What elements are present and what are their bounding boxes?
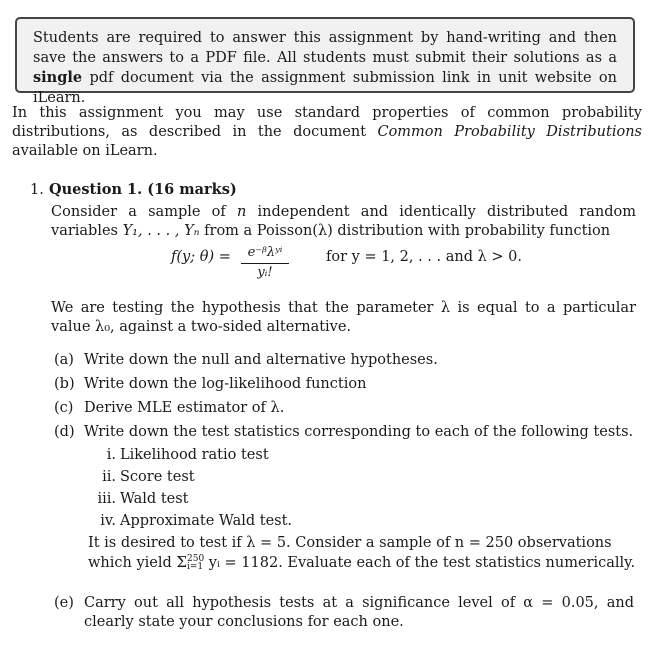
- subpart-label: ii.: [102, 469, 116, 485]
- question-intro-c: from a Poisson(λ) distribution with probability function: [199, 223, 611, 239]
- intro-text: In this assignment you may use standard properties of common probability distributions, as described in the document: [12, 105, 642, 140]
- fraction-numerator: e⁻ᵝλʸⁱ: [241, 245, 289, 264]
- hypothesis-paragraph: We are testing the hypothesis that the parameter λ is equal to a particular value λ₀, against a two-sided alternative.: [51, 300, 636, 335]
- summation-lower: i=1: [187, 562, 204, 572]
- intro-text-end: available on iLearn.: [12, 143, 158, 159]
- subpart-label: i.: [106, 447, 116, 463]
- question-intro: [51, 203, 636, 241]
- subpart-text: Wald test: [120, 491, 189, 507]
- fraction-denominator: yᵢ!: [257, 265, 273, 280]
- note-text-a: It is desired to test if λ = 5. Consider a sample of n = 250 observations which yield: [88, 535, 612, 571]
- submission-notice: [15, 17, 635, 106]
- question-intro-a: Consider a sample of: [51, 204, 237, 220]
- intro-doc-title: Common Probability Distributions: [377, 124, 642, 140]
- part-label: (e): [54, 595, 74, 611]
- note-text-b: yᵢ = 1182. Evaluate each of the test statistics numerically.: [204, 555, 636, 571]
- summation-limits: [187, 555, 204, 571]
- part-label: (a): [54, 352, 74, 368]
- part-text: Carry out all hypothesis tests at a significance level of α = 0.05, and clearly state your conclusions for each one.: [84, 595, 634, 630]
- part-d: [54, 420, 636, 444]
- question-title: Question 1. (16 marks): [49, 181, 237, 198]
- notice-text-end: pdf document via the assignment submission link in unit website on iLearn.: [33, 70, 617, 106]
- subpart-i: [91, 444, 636, 466]
- part-text: Derive MLE estimator of λ.: [84, 400, 285, 416]
- part-a: [54, 348, 636, 372]
- part-d-subparts: [91, 444, 636, 532]
- part-text: Write down the null and alternative hypotheses.: [84, 352, 438, 368]
- question-number: 1.: [30, 182, 44, 198]
- notice-text: Students are required to answer this assignment by hand-writing and then save the answers to a PDF file. All students must submit their solutions as a: [33, 30, 617, 66]
- question-intro-b: independent and identically distributed random variables: [51, 204, 636, 239]
- question-parts: [51, 348, 636, 632]
- part-c: [54, 396, 636, 420]
- part-text: Write down the test statistics corresponding to each of the following tests.: [84, 424, 634, 440]
- subpart-text: Score test: [120, 469, 195, 485]
- equation-fraction: [241, 245, 289, 282]
- equation-lhs: f(y; θ) =: [171, 249, 231, 265]
- summation-symbol: Σ: [176, 553, 188, 571]
- numeric-evaluation-note: [88, 534, 636, 573]
- part-label: (d): [54, 424, 75, 440]
- intro-paragraph: [12, 104, 642, 161]
- subpart-text: Approximate Wald test.: [120, 513, 293, 529]
- question-heading: [30, 180, 640, 200]
- subpart-text: Likelihood ratio test: [120, 447, 269, 463]
- probability-function: [51, 243, 636, 293]
- part-label: (c): [54, 400, 74, 416]
- part-b: [54, 372, 636, 396]
- question-1: [30, 180, 640, 632]
- subpart-iv: [91, 510, 636, 532]
- subpart-iii: [91, 488, 636, 510]
- sample-vars: Y₁, . . . , Yₙ: [122, 223, 200, 239]
- subpart-label: iv.: [100, 513, 116, 529]
- subpart-label: iii.: [97, 491, 116, 507]
- part-e: [54, 594, 636, 632]
- subpart-ii: [91, 466, 636, 488]
- notice-bold-single: single: [33, 69, 83, 86]
- summation-upper: 250: [187, 554, 205, 564]
- part-text: Write down the log-likelihood function: [84, 376, 367, 392]
- part-label: (b): [54, 376, 75, 392]
- equation-condition: for y = 1, 2, . . . and λ > 0.: [326, 249, 523, 265]
- var-n: n: [236, 204, 247, 220]
